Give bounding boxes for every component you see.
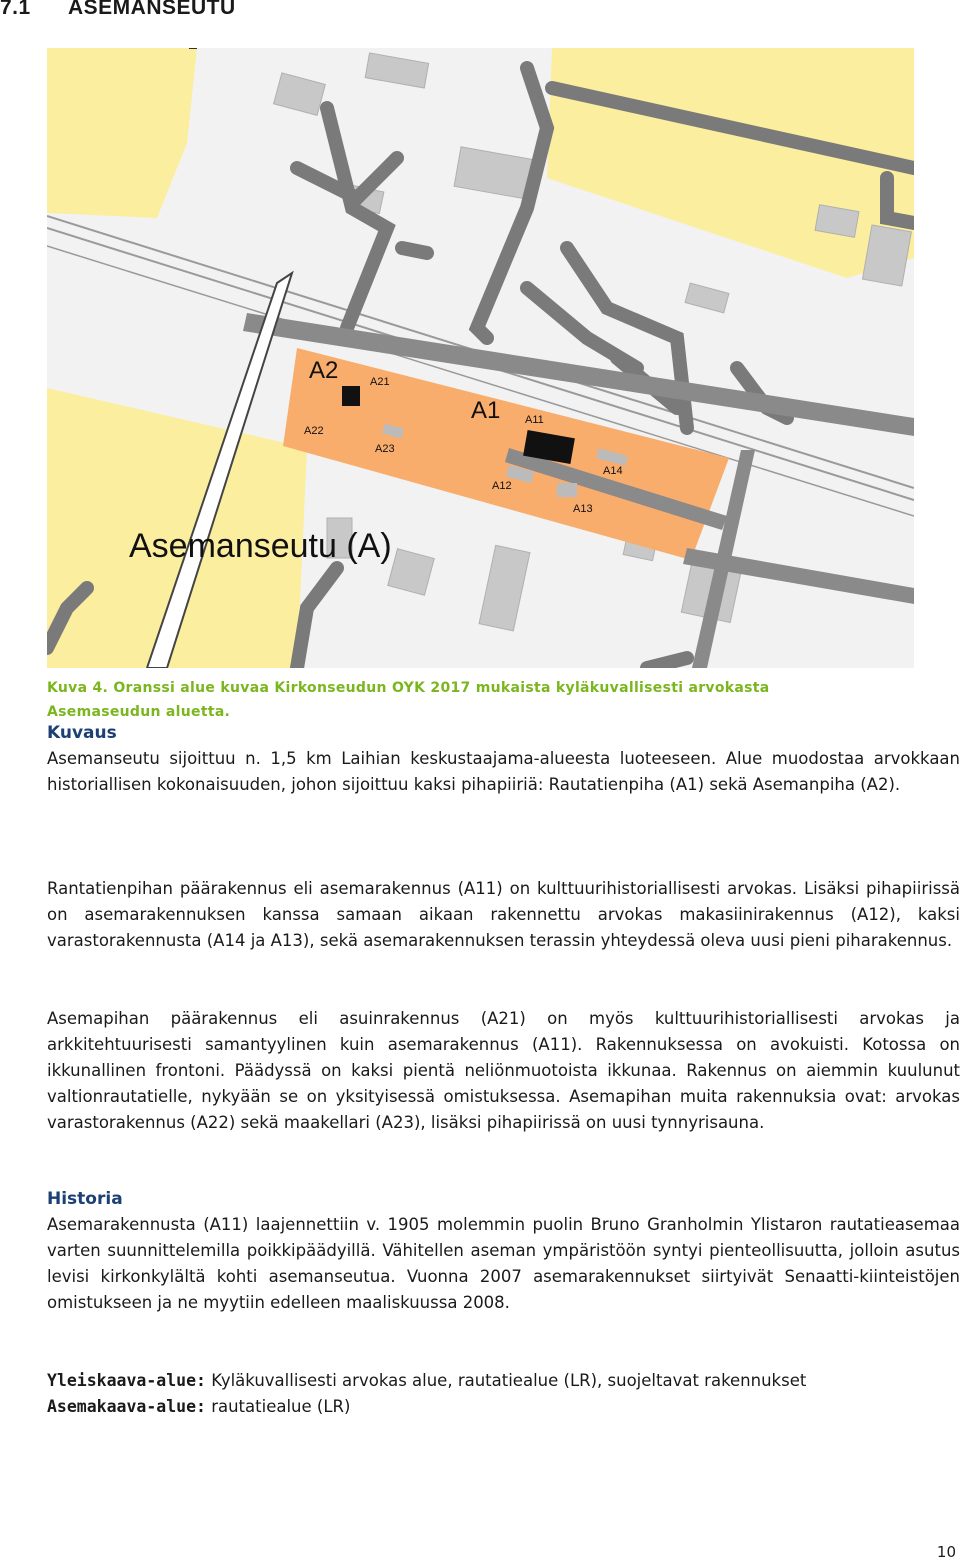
- zoning-info: [47, 1368, 960, 1420]
- label-a14: A14: [603, 465, 623, 477]
- label-a13: A13: [573, 503, 593, 515]
- yleiskaava-value: Kyläkuvallisesti arvokas alue, rautatiealue (LR), suojeltavat rakennukset: [211, 1371, 807, 1390]
- historia-paragraph: Asemarakennusta (A11) laajennettiin v. 1905 molemmin puolin Bruno Granholmin Ylistaron rautatieasemaa varten suunnittelemilla poikkipäädyillä. Vähitellen aseman ympäristöön syntyi pienteollisuutta, jolloin asutus levisi kirkonkylältä kohti asemanseutua. Vuonna 2007 asemarakennukset siirtyivät Senaatti-kiinteistöjen omistukseen ja ne myytiin edelleen maaliskuussa 2008.: [47, 1215, 960, 1312]
- section-number: 7.1: [0, 0, 31, 19]
- label-a12: A12: [492, 480, 512, 492]
- section-title: ASEMANSEUTU: [68, 0, 236, 19]
- label-a21: A21: [370, 376, 390, 388]
- label-a1: A1: [471, 397, 501, 424]
- kuvaus-heading: Kuvaus: [47, 723, 117, 743]
- label-a11: A11: [525, 414, 544, 426]
- kuvaus-paragraph-1: Asemanseutu sijoittuu n. 1,5 km Laihian keskustaajama-alueesta luoteeseen. Alue muodostaa arvokkaan historiallisen kokonaisuuden, johon sijoittuu kaksi pihapiiriä: Rautatienpiha (A1) sekä Asemanpiha (A2).: [47, 749, 960, 794]
- kuvaus-section: [47, 720, 960, 798]
- page-number: 10: [936, 1543, 956, 1561]
- historia-section: [47, 1186, 960, 1316]
- yleiskaava-label: Yleiskaava-alue:: [47, 1371, 206, 1390]
- kuvaus-paragraph-2: Rantatienpihan päärakennus eli asemarakennus (A11) on kulttuurihistoriallisesti arvokas. Lisäksi pihapiirissä on asemarakennuksen kanssa samaan aikaan rakennettu arvokas makasiinirakennus (A12), kaksi varastorakennusta (A14 ja A13), sekä asemarakennuksen terassin yhteydessä oleva uusi pieni piharakennus.: [47, 879, 960, 950]
- asemakaava-line: [47, 1394, 960, 1420]
- map-title: Asemanseutu (A): [129, 527, 392, 565]
- asemakaava-value: rautatiealue (LR): [211, 1397, 351, 1416]
- building-a21: [342, 386, 360, 406]
- label-a23: A23: [375, 443, 395, 455]
- label-a22: A22: [304, 425, 324, 437]
- historia-heading: Historia: [47, 1189, 123, 1209]
- asemakaava-label: Asemakaava-alue:: [47, 1397, 206, 1416]
- area-map: [47, 48, 914, 668]
- section-heading: [0, 0, 236, 20]
- figure-caption: Kuva 4. Oranssi alue kuvaa Kirkonseudun OYK 2017 mukaista kyläkuvallisesti arvokasta Asemaseudun aluetta.: [47, 680, 770, 720]
- yleiskaava-line: [47, 1368, 960, 1394]
- kuvaus-paragraph-3: Asemapihan päärakennus eli asuinrakennus (A21) on myös kulttuurihistoriallisesti arvokas ja arkkitehtuurisesti samantyylinen kuin asemarakennus (A11). Rakennuksessa on avokuisti. Kotossa on ikkunallinen frontoni. Päädyssä on kaksi pientä neliönmuotoista ikkunaa. Rakennus on aiemmin kuulunut valtionrautatielle, nykyään se on yksityisessä omistuksessa. Asemapihan muita rakennuksia ovat: arvokas varastorakennus (A22) sekä maakellari (A23), lisäksi pihapiirissä on uusi tynnyrisauna.: [47, 1009, 960, 1132]
- label-a2: A2: [309, 357, 339, 384]
